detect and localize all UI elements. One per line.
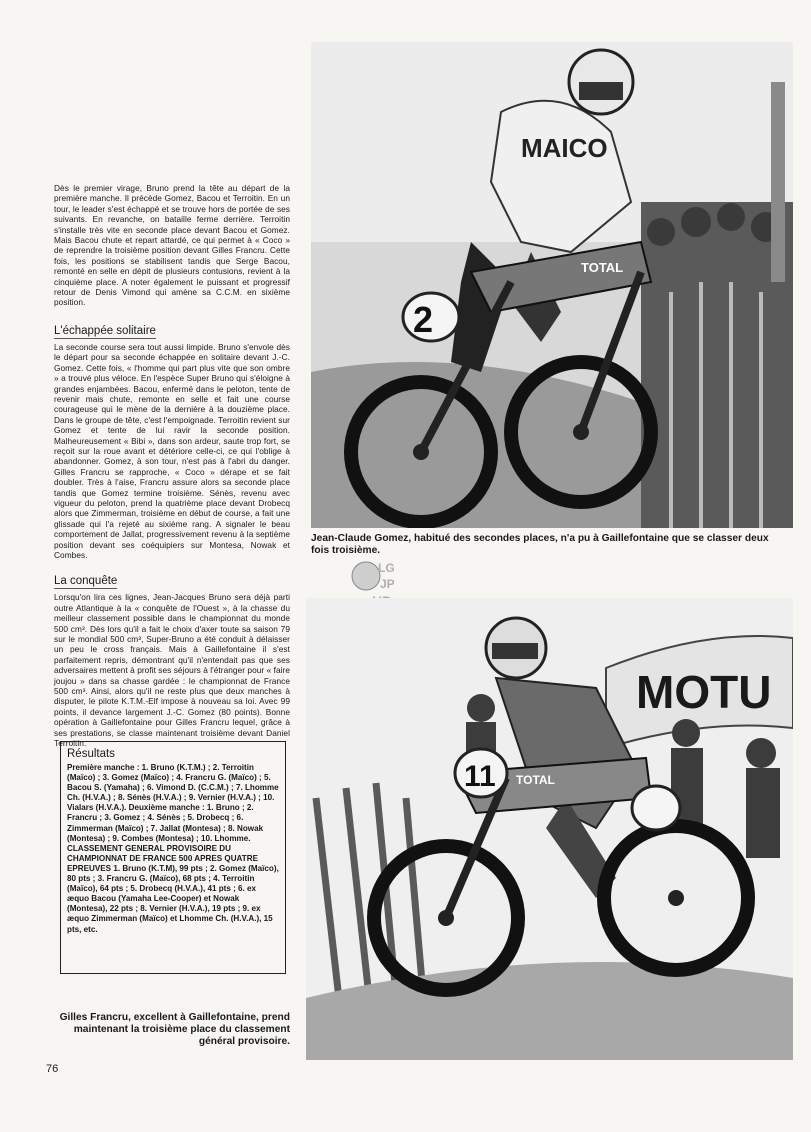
photo-gomez-illustration [311, 42, 793, 528]
number-plate-2: 11 [464, 760, 496, 793]
caption-photo-francru: Gilles Francru, excellent à Gaillefontaine, prend maintenant la troisième place du classement général provisoire. [59, 1012, 290, 1048]
svg-text:LG: LG [378, 561, 395, 575]
section1-paragraph: La seconde course sera tout aussi limpide. Bruno s'envole dès le départ pour sa seconde échappée en solitaire devant J.-C. Gomez. Cette fois, « l'homme qui part plus vite que son ombre » a trouvé plus véloce. En l'espèce Super Bruno qui s'éloigne à grandes enjambées. Bacou, enfermé dans le peloton, tente de revenir mais chute, remonte en selle et fait une course courageuse qui le mène de la dernière à la douzième place. Dans le groupe de tête, c'est l'empoignade. Terroitin revient sur Gomez et tente de lui ravir la seconde position. Malheureusement « Bibi », dans son ardeur, saute trop fort, se reçoit sur la roue avant et détériore celle-ci, ce qui l'oblige à abandonner. Gomez, à son tour, n'est pas à l'abri du danger. Gilles Francru se rapproche, « Coco » dérape et se fait doubler. Très à l'aise, Francru assure alors sa seconde place tandis que Gomez termine troisième. Sénès, revenu avec vigueur du peloton, prend la quatrième place devant Drobecq alors que Zimmerman, troisième en début de course, a fait une glissade qui l'a rejeté au sixième rang. A signaler le beau comportement de Jallat, progressivement revenu à la septième position devant ses coéquipiers sur Montesa, Nowak et Combes. [54, 341, 290, 560]
intro-paragraph: Dès le premier virage, Bruno prend la tête au départ de la première manche. Il précède Gomez, Bacou et Terroitin. En un tour, le leader s'est échappé et se trouve hors de portée de ses suivants. En revanche, on bataille ferme derrière. Terroitin s'installe très vite en seconde place devant Bacou et Gomez. Mais Bacou chute et repart attardé, ce qui permet à « Coco » de reprendre la troisième position devant Gilles Francru. Cette fois, les positions se stabilisent tandis que Serge Bacou, remonté en selle en dépit de plusieurs contusions, revient à la cinquième place. A noter également le puissant et progressif retour de Denis Vimond qui amène sa C.C.M. en sixième position. [54, 183, 290, 308]
section2-paragraph: Lorsqu'on lira ces lignes, Jean-Jacques Bruno sera déjà parti outre Atlantique à la « conquête de l'Ouest », à la chasse du meilleur classement possible dans le championnat du monde 500 cm³. Dès lors qu'il a fait le choix d'axer toute sa saison 79 sur le mondial 500 cm³, Super-Bruno a été conduit à délaisser un peu le cross français. Mais à Gaillefontaine il s'est parfaitement repris, démontrant qu'il n'entendait pas que ses adversaires mettent à profit ses séjours à l'étranger pour « faire joujou » dans sa chasse gardée : le championnat de France 500 cm³. Ainsi, alors qu'il ne reste plus que deux manches à disputer, le pilote K.T.M.-Elf impose à nouveau sa loi. Avec 99 points, il devance largement J.-C. Gomez (80 points). Bonne opération à Gaillefontaine pour Gilles Francru lequel, grâce à ses prestations, se classe maintenant troisième devant Daniel Terroitin. [54, 592, 290, 749]
photo-gomez [311, 42, 793, 528]
section-heading-conquete: La conquête [54, 575, 118, 588]
page-number: 76 [46, 1063, 59, 1075]
article-column [54, 183, 290, 749]
tank-text: TOTAL [581, 260, 624, 275]
caption-photo-gomez: Jean-Claude Gomez, habitué des secondes places, n'a pu à Gaillefontaine que se classer deux fois troisième. [311, 533, 769, 557]
photo-francru-illustration [306, 598, 793, 1060]
jersey-text: MAICO [521, 133, 608, 163]
svg-text:JP: JP [380, 577, 395, 591]
results-title: Résultats [67, 748, 115, 760]
results-text: Première manche : 1. Bruno (K.T.M.) ; 2. Terroitin (Maïco) ; 3. Gomez (Maïco) ; 4. Francru G. (Maïco) ; 5. Bacou S. (Yamaha) ; 6. Vimond D. (C.C.M.) ; 7. Lhomme Ch. (H.V.A.) ; 8. Sénès (H.V.A.) ; 9. Vernier (H.V.A.) ; 10. Vialars (H.V.A.). Deuxième manche : 1. Bruno ; 2. Francru ; 3. Gomez ; 4. Sénès ; 5. Drobecq ; 6. Zimmerman (Maïco) ; 7. Jallat (Montesa) ; 8. Nowak (Montesa) ; 9. Combes (Montesa) ; 10. Lhomme. CLASSEMENT GENERAL PROVISOIRE DU CHAMPIONNAT DE FRANCE 500 APRES QUATRE EPREUVES 1. Bruno (K.T.M), 99 pts ; 2. Gomez (Maïco), 80 pts ; 3. Francru G. (Maïco), 68 pts ; 4. Terroitin (Maïco), 64 pts ; 5. Drobecq (H.V.A.), 41 pts ; 6. ex æquo Bacou (Yamaha Lee-Cooper) et Nowak (Montesa), 22 pts ; 8. Vernier (H.V.A.), 19 pts ; 9. ex æquo Zimmerman (Maïco) et Lhomme Ch. (H.V.A.), 15 pts, etc. [67, 763, 279, 934]
tank-text-2: TOTAL [516, 773, 555, 787]
photo-francru [306, 598, 793, 1060]
section-heading-echappee: L'échappée solitaire [54, 324, 156, 337]
banner-text: MOTU [636, 666, 772, 718]
results-box [60, 741, 286, 974]
number-plate: 2 [413, 299, 434, 340]
